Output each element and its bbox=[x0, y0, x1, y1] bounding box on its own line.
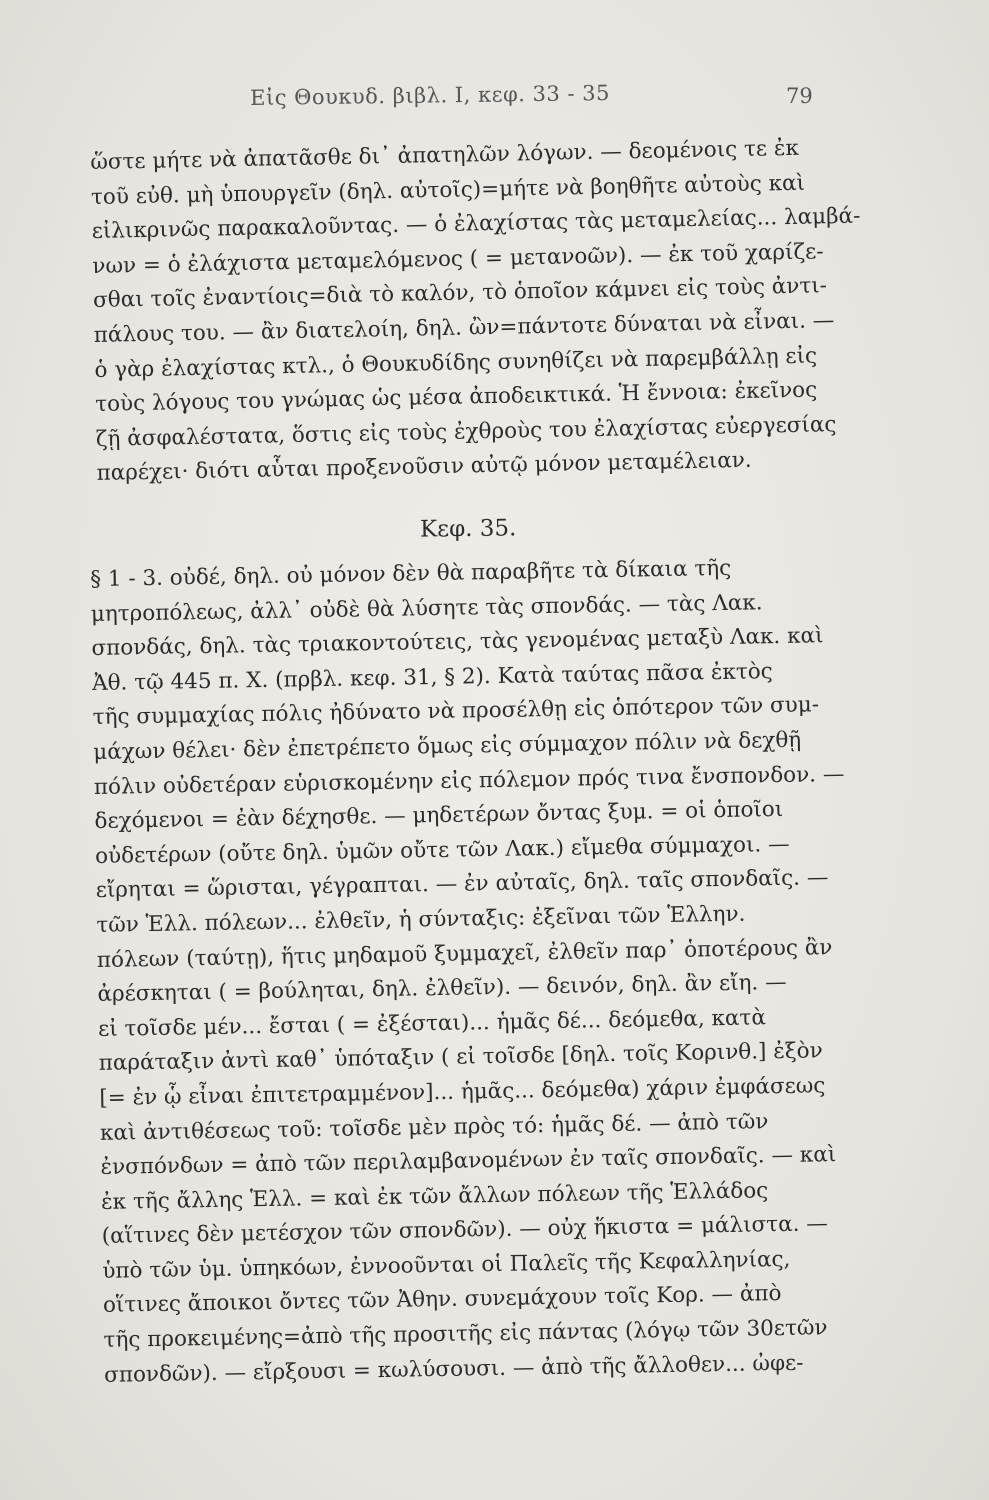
text-line: ὑπὸ τῶν ὑμ. ὑπηκόων, ἐννοοῦνται οἱ Παλεῖς τῆς Κεφαλληνίας, bbox=[102, 1246, 791, 1284]
text-line: παρέχει· διότι αὗται προξενοῦσιν αὐτῷ μόνον μεταμέλειαν. bbox=[96, 448, 752, 487]
page-number: 79 bbox=[786, 84, 813, 108]
section-heading: Κεφ. 35. bbox=[419, 515, 517, 543]
text-line: οἵτινες ἄποικοι ὄντες τῶν Ἀθην. συνεμάχουν τοῖς Κορ. — ἀπὸ bbox=[102, 1281, 782, 1319]
text-line: § 1 - 3. οὐδέ, δηλ. οὐ μόνον δὲν θὰ παραβῆτε τὰ δίκαια τῆς bbox=[90, 555, 732, 592]
text-line: καὶ ἀντιθέσεως τοῦ: τοῖσδε μὲν πρὸς τό: ἡμᾶς δέ. — ἀπὸ τῶν bbox=[99, 1108, 769, 1146]
text-line: σπονδάς, δηλ. τὰς τριακοντούτεις, τὰς γενομένας μεταξὺ Λακ. καὶ bbox=[91, 623, 824, 662]
text-line: ἀρέσκηται ( = βούληται, δηλ. ἐλθεῖν). — δεινόν, δηλ. ἂν εἴη. — bbox=[97, 970, 787, 1008]
text-line: ἐνσπόνδων = ἀπὸ τῶν περιλαμβανομένων ἐν ταῖς σπονδαῖς. — καὶ bbox=[100, 1142, 837, 1180]
text-line: ζῇ ἀσφαλέστατα, ὅστις εἰς τοὺς ἐχθροὺς του ἐλαχίστας εὐεργεσίας bbox=[95, 411, 837, 452]
text-line: [= ἐν ᾧ εἶναι ἐπιτετραμμένον]... ἡμᾶς... δεόμεθα) χάριν ἐμφάσεως bbox=[99, 1073, 826, 1111]
text-line: εἴρηται = ὥρισται, γέγραπται. — ἐν αὐταῖς, δηλ. ταῖς σπονδαῖς. — bbox=[95, 865, 829, 904]
text-line: ἐκ τῆς ἄλλης Ἑλλ. = καὶ ἐκ τῶν ἄλλων πόλεων τῆς Ἑλλάδος bbox=[100, 1177, 769, 1215]
text-line: τῶν Ἑλλ. πόλεων... ἐλθεῖν, ἡ σύνταξις: ἐξεῖναι τῶν Ἑλλην. bbox=[96, 901, 746, 938]
text-line: μάχων θέλει· δὲν ἐπετρέπετο ὅμως εἰς σύμμαχον πόλιν νὰ δεχθῇ bbox=[93, 727, 802, 765]
text-line: μητροπόλεως, ἀλλ᾽ οὐδὲ θὰ λύσητε τὰς σπονδάς. — τὰς Λακ. bbox=[90, 589, 763, 627]
text-line: τῆς προκειμένης=ἀπὸ τῆς προσιτῆς εἰς πάντας (λόγῳ τῶν 30ετῶν bbox=[103, 1315, 828, 1353]
text-line: ὥστε μήτε νὰ ἀπατᾶσθε δι᾽ ἀπατηλῶν λόγων. — δεομένοις τε ἐκ bbox=[90, 135, 800, 175]
text-line: τῆς συμμαχίας πόλις ἠδύνατο νὰ προσέλθῃ εἰς ὁπότερον τῶν συμ- bbox=[92, 692, 820, 731]
text-line: σπονδῶν). — εἴρξουσι = κωλύσουσι. — ἀπὸ τῆς ἄλλοθεν... ὠφε- bbox=[103, 1350, 804, 1388]
text-line: εἰ τοῖσδε μέν... ἔσται ( = ἐξέσται)... ἡμᾶς δέ... δεόμεθα, κατὰ bbox=[97, 1004, 767, 1042]
text-line: (αἵτινες δὲν μετέσχον τῶν σπονδῶν). — οὐχ ἥκιστα = μάλιστα. — bbox=[101, 1211, 828, 1250]
running-head: Εἰς Θουκυδ. βιβλ. I, κεφ. 33 - 35 bbox=[250, 80, 611, 110]
text-line: τοὺς λόγους του γνώμας ὡς μέσα ἀποδεικτικά. Ἡ ἔννοια: ἐκεῖνος bbox=[94, 377, 818, 418]
text-line: σθαι τοῖς ἐναντίοις=διὰ τὸ καλόν, τὸ ὁποῖον κάμνει εἰς τοὺς ἀντι- bbox=[92, 273, 828, 314]
text-line: τοῦ εὐθ. μὴ ὑπουργεῖν (δηλ. αὐτοῖς)=μήτε νὰ βοηθῆτε αὐτοὺς καὶ bbox=[90, 170, 806, 210]
text-line: πάλους του. — ἂν διατελοίη, δηλ. ὢν=πάντοτε δύναται νὰ εἶναι. — bbox=[93, 308, 835, 348]
text-line: ὁ γὰρ ἐλαχίστας κτλ., ὁ Θουκυδίδης συνηθίζει νὰ παρεμβάλλῃ εἰς bbox=[94, 343, 818, 383]
text-line: παράταξιν ἀντὶ καθ᾽ ὑπόταξιν ( εἰ τοῖσδε [δηλ. τοῖς Κορινθ.] ἐξὸν bbox=[98, 1038, 823, 1077]
text-line: εἰλικρινῶς παρακαλοῦντας. — ὁ ἐλαχίστας τὰς μεταμελείας... λαμβά- bbox=[91, 203, 861, 245]
text-line: πόλεων (ταύτῃ), ἥτις μηδαμοῦ ξυμμαχεῖ, ἐλθεῖν παρ᾽ ὁποτέρους ἂν bbox=[96, 934, 833, 973]
text-line: νων = ὁ ἐλάχιστα μεταμελόμενος ( = μετανοῶν). — ἐκ τοῦ χαρίζε- bbox=[92, 239, 824, 279]
text-line: δεχόμενοι = ἐὰν δέχησθε. — μηδετέρων ὄντας ξυμ. = οἱ ὁποῖοι bbox=[94, 797, 784, 835]
text-line: πόλιν οὐδετέραν εὑρισκομένην εἰς πόλεμον πρός τινα ἔνσπονδον. — bbox=[93, 761, 845, 800]
commentary-paragraph-2 bbox=[90, 550, 844, 1393]
text-line: Ἀθ. τῷ 445 π. Χ. (πρβλ. κεφ. 31, § 2). Κατὰ ταύτας πᾶσα ἐκτὸς bbox=[91, 658, 773, 696]
commentary-paragraph-1 bbox=[90, 131, 861, 492]
text-line: οὐδετέρων (οὔτε δηλ. ὑμῶν οὔτε τῶν Λακ.) εἴμεθα σύμμαχοι. — bbox=[94, 831, 790, 869]
